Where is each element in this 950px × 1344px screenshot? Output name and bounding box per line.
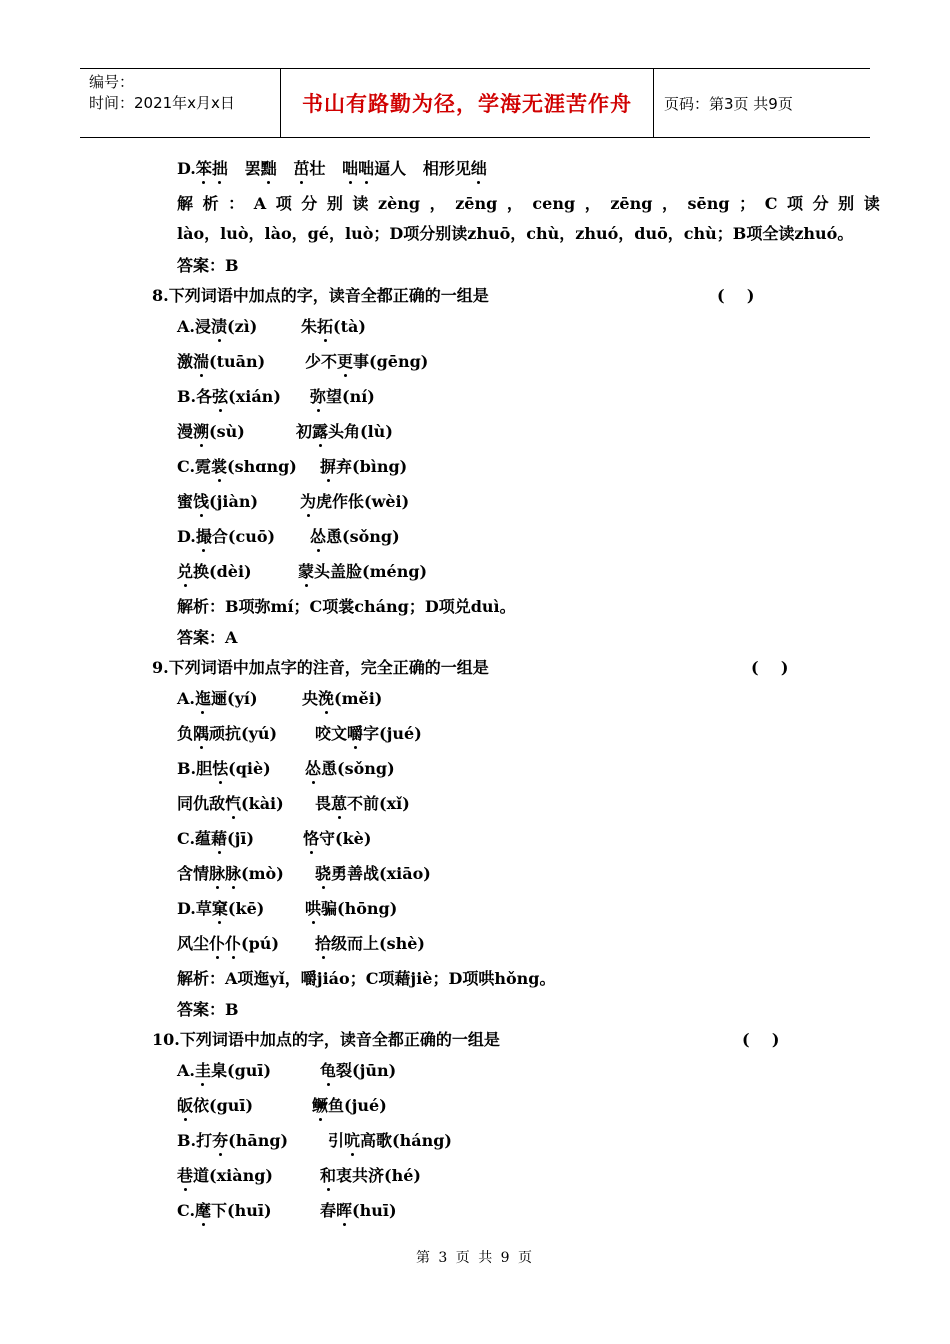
question-stem: 8.下列词语中加点的字，读音全都正确的一组是 [152,286,489,305]
option-line: 拾级而上(shè) [315,934,425,953]
answer-blank: ( ) [742,1030,780,1049]
option-line: 蜜饯(jiàn) [177,492,259,511]
option-line: D.笨拙 罢黜 茁壮 咄咄逼人 相形见绌 [177,159,487,178]
option-line: 摒弃(bìng) [320,457,408,476]
motto: 书山有路勤为径，学海无涯苦作舟 [302,92,632,116]
time-label: 时间：2021年x月x日 [89,94,235,112]
option-line: 弥望(ní) [310,387,375,406]
analysis-text: lào，luò，lào，gé，luò；D项分别读zhuō，chù，zhuó，duō，chù；B项全读zhuó。 [177,224,854,243]
option-line: 和衷共济(hé) [320,1166,421,1185]
option-line: C.蕴藉(jī) [177,829,255,848]
option-line: A.迤逦(yí) [177,689,258,708]
option-line: 为虎作伥(wèi) [300,492,410,511]
answer-text: 答案：B [177,1000,239,1019]
page-header [80,68,870,138]
option-line: 蒙头盖脸(méng) [298,562,428,581]
option-line: B.各弦(xián) [177,387,281,406]
page-footer: 第 3 页 共 9 页 [415,1250,535,1266]
analysis-text: 解析：B项弥mí；C项裳cháng；D项兑duì。 [177,597,516,616]
page-info: 页码：第3页 共9页 [664,94,793,113]
option-line: A.浸渍(zì) [177,317,258,336]
option-line: 皈依(guī) [177,1096,254,1115]
option-line: 激湍(tuān) [177,352,266,371]
option-line: 初露头角(lù) [296,422,393,441]
option-line: 巷道(xiàng) [177,1166,273,1185]
analysis-text: 解 析 ： A 项 分 别 读 zèng ， zēng ， ceng ， zēng ， sēng ； C 项 分 别 读 [177,194,880,213]
answer-text: 答案：B [177,256,239,275]
option-line: 漫溯(sù) [177,422,245,441]
option-line: 朱拓(tà) [301,317,366,336]
option-line: D.撮合(cuō) [177,527,276,546]
option-line: 风尘仆仆(pú) [177,934,280,953]
number-label: 编号： [89,73,135,91]
option-line: C.霓裳(shɑng) [177,457,297,476]
option-line: 畏葸不前(xǐ) [315,794,410,813]
option-line: 骁勇善战(xiāo) [315,864,431,883]
question-stem: 9.下列词语中加点字的注音，完全正确的一组是 [152,658,489,677]
option-line: 少不更事(gēng) [305,352,429,371]
option-line: 央浼(měi) [302,689,383,708]
header-meta [80,69,281,137]
option-line: 龟裂(jūn) [320,1061,397,1080]
option-line: 鳜鱼(jué) [312,1096,387,1115]
option-line: 哄骗(hōng) [305,899,398,918]
option-line: 含情脉脉(mò) [177,864,284,883]
answer-blank: ( ) [717,286,755,305]
option-line: D.草窠(kē) [177,899,265,918]
option-line: 怂恿(sǒng) [310,527,400,546]
option-line: 怂恿(sǒng) [305,759,395,778]
answer-blank: ( ) [751,658,789,677]
header-motto-cell [281,69,654,137]
option-line: 春晖(huī) [320,1201,397,1220]
option-line: B.打夯(hāng) [177,1131,289,1150]
option-line: 引吭高歌(háng) [328,1131,452,1150]
option-line: C.麾下(huī) [177,1201,272,1220]
option-line: 恪守(kè) [303,829,372,848]
option-line: 同仇敌忾(kài) [177,794,284,813]
option-line: 咬文嚼字(jué) [315,724,422,743]
option-line: 兑换(dèi) [177,562,252,581]
question-stem: 10.下列词语中加点的字，读音全都正确的一组是 [152,1030,500,1049]
option-line: 负隅顽抗(yú) [177,724,278,743]
analysis-text: 解析：A项迤yǐ，嚼jiáo；C项藉jiè；D项哄hǒng。 [177,969,556,988]
option-line: A.圭臬(guī) [177,1061,272,1080]
option-line: B.胆怯(qiè) [177,759,271,778]
header-page-info-cell [654,69,870,137]
answer-text: 答案：A [177,628,238,647]
